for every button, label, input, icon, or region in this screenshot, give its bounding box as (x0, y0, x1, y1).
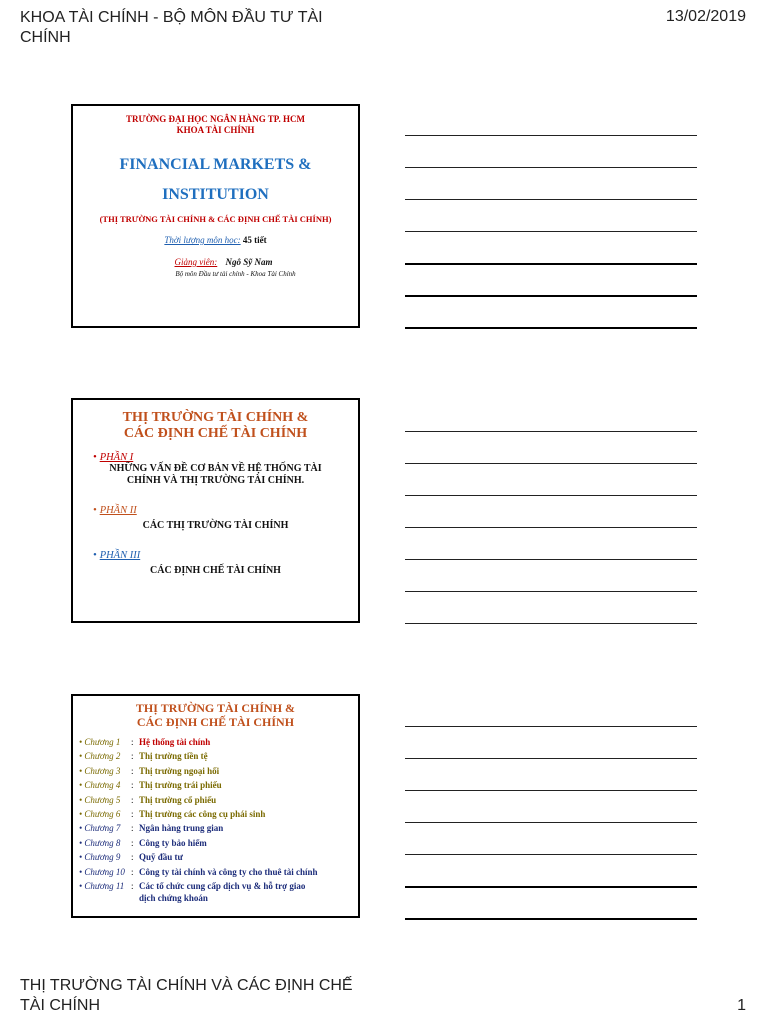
slide-2-course-parts (71, 398, 360, 623)
duration-value: 45 tiết (242, 235, 267, 245)
note-line (405, 463, 697, 464)
note-line (405, 295, 697, 297)
page-number: 1 (737, 997, 746, 1014)
course-duration (73, 235, 358, 245)
note-line (405, 918, 697, 920)
slide-2-title-line-2: CÁC ĐỊNH CHẾ TÀI CHÍNH (123, 426, 308, 441)
chapter-item: • Chương 1 : Hệ thống tài chính (79, 737, 211, 747)
note-line (405, 559, 697, 560)
part-3 (73, 550, 358, 577)
part-body-line: CÁC THỊ TRƯỜNG TÀI CHÍNH (142, 520, 289, 531)
chapter-item-continued: dịch chứng khoán (139, 893, 208, 904)
chapter-item: • Chương 9 : Quỹ đầu tư (79, 852, 183, 863)
note-line (405, 135, 697, 136)
chapter-item: • Chương 3 : Thị trường ngoại hối (79, 765, 220, 776)
chapter-item: • Chương 11 : Các tổ chức cung cấp dịch vụ & hỗ trợ giao (79, 881, 306, 892)
note-line (405, 199, 697, 200)
lecturer (73, 257, 358, 267)
part-body-line: NHỮNG VẤN ĐỀ CƠ BẢN VỀ HỆ THỐNG TÀI (109, 463, 322, 474)
page-header-date: 13/02/2019 (665, 8, 746, 25)
lecturer-name: Ngô Sỹ Nam (225, 257, 273, 267)
note-line (405, 822, 697, 823)
note-line (405, 231, 697, 232)
course-title-line-1: FINANCIAL MARKETS & (119, 156, 312, 173)
slide-3-title-line-1: THỊ TRƯỜNG TÀI CHÍNH & (135, 701, 296, 715)
duration-label: Thời lượng môn học: (164, 235, 241, 245)
note-line (405, 758, 697, 759)
course-subtitle: (THỊ TRƯỜNG TÀI CHÍNH & CÁC ĐỊNH CHẾ TÀI CHÍNH) (99, 214, 332, 224)
faculty-name: KHOA TÀI CHÍNH (176, 125, 255, 135)
page-footer-title: THỊ TRƯỜNG TÀI CHÍNH VÀ CÁC ĐỊNH CHẾ TÀI CHÍNH (20, 977, 353, 1014)
note-line (405, 327, 697, 329)
lecturer-label: Giảng viên: (174, 257, 218, 267)
note-line (405, 167, 697, 168)
slide-3-title-line-2: CÁC ĐỊNH CHẾ TÀI CHÍNH (136, 715, 295, 729)
part-label: PHẦN I (99, 452, 134, 463)
chapter-item: • Chương 6 : Thị trường các công cụ phái sinh (79, 809, 266, 820)
note-line (405, 263, 697, 265)
chapter-list (73, 735, 358, 903)
part-body-line: CHÍNH VÀ THỊ TRƯỜNG TÀI CHÍNH. (126, 475, 305, 486)
part-label: PHẦN III (99, 550, 141, 561)
note-line (405, 495, 697, 496)
chapter-item: • Chương 5 : Thị trường cổ phiếu (79, 794, 217, 805)
note-line (405, 431, 697, 432)
part-1 (73, 452, 358, 487)
university-name: TRƯỜNG ĐẠI HỌC NGÂN HÀNG TP. HCM (126, 114, 305, 124)
part-label: PHẦN II (99, 505, 137, 516)
bullet-icon: • (93, 505, 97, 516)
note-line (405, 886, 697, 888)
part-body-line: CÁC ĐỊNH CHẾ TÀI CHÍNH (150, 565, 281, 576)
slide-1-title-page (71, 104, 360, 328)
part-2 (73, 505, 358, 532)
chapter-item: • Chương 10 : Công ty tài chính và công ty cho thuê tài chính (79, 866, 318, 877)
bullet-icon: • (93, 550, 97, 561)
chapter-item: • Chương 4 : Thị trường trái phiếu (79, 780, 222, 791)
slide-3-chapter-list (71, 694, 360, 918)
slide-2-title-line-1: THỊ TRƯỜNG TÀI CHÍNH & (122, 410, 309, 425)
chapter-item: • Chương 8 : Công ty bảo hiểm (79, 837, 207, 848)
bullet-icon: • (93, 452, 97, 463)
department-name: Bộ môn Đầu tư tài chính - Khoa Tài Chính (175, 270, 296, 278)
course-title-line-2: INSTITUTION (162, 186, 269, 203)
note-line (405, 854, 697, 855)
note-line (405, 726, 697, 727)
note-line (405, 623, 697, 624)
chapter-item: • Chương 7 : Ngân hàng trung gian (79, 823, 224, 834)
note-line (405, 527, 697, 528)
note-line (405, 591, 697, 592)
chapter-item: • Chương 2 : Thị trường tiền tệ (79, 751, 208, 762)
note-line (405, 790, 697, 791)
page-header-title: KHOA TÀI CHÍNH - BỘ MÔN ĐẦU TƯ TÀI CHÍNH (20, 9, 323, 46)
